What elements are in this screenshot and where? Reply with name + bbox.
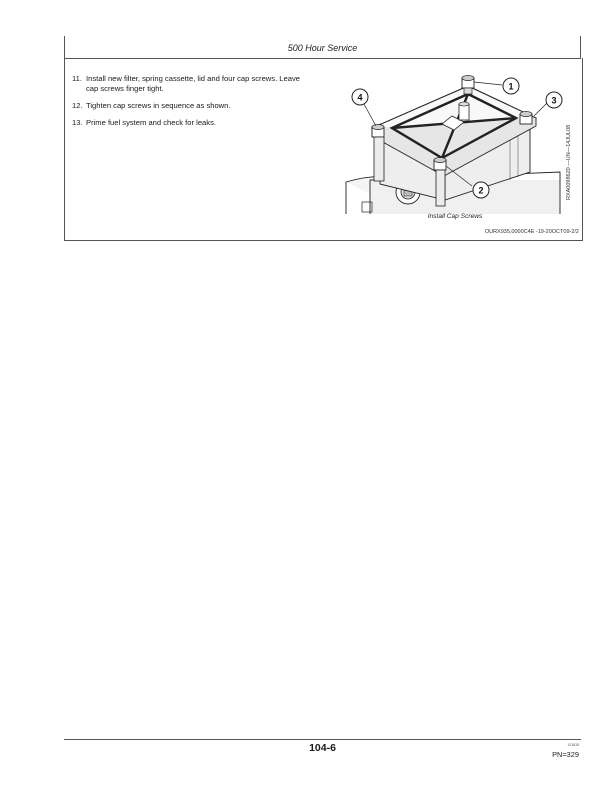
callout-4 [352,89,368,105]
step-number: 13. [72,118,83,127]
figure-id: RXA0098620 —UN—14JUL08 [566,124,572,200]
cap-screw-2 [434,158,446,207]
step-item [72,74,312,94]
step-text: Install new filter, spring cassette, lid and four cap screws. Leave cap screws finger tight. [86,74,300,93]
part-number: PN=329 [552,750,579,759]
fuel-filter-illustration [340,72,564,214]
svg-text:3: 3 [551,95,557,106]
figure-caption: Install Cap Screws [427,213,483,220]
step-number: 12. [72,101,83,110]
footer-code: 121815 [567,743,579,747]
section-title: 500 Hour Service [287,43,358,53]
footer-divider [64,739,581,740]
svg-text:2: 2 [478,185,484,196]
cap-screw-4 [372,125,384,182]
step-text: Tighten cap screws in sequence as shown. [86,101,231,110]
step-number: 11. [72,74,82,83]
page-number: 104-6 [309,742,336,754]
callout-3 [546,92,562,108]
cap-screw-1 [462,76,474,95]
step-item [72,101,312,111]
step-text: Prime fuel system and check for leaks. [86,118,216,127]
procedure-steps [72,74,312,135]
cap-screw-3 [520,112,532,125]
callout-1 [503,78,519,94]
svg-text:1: 1 [508,81,514,92]
document-reference: OURX935,0000C4E -19-20OCT09-2/2 [484,229,579,235]
svg-text:4: 4 [357,92,363,103]
callout-2 [473,182,489,198]
step-item [72,118,312,128]
